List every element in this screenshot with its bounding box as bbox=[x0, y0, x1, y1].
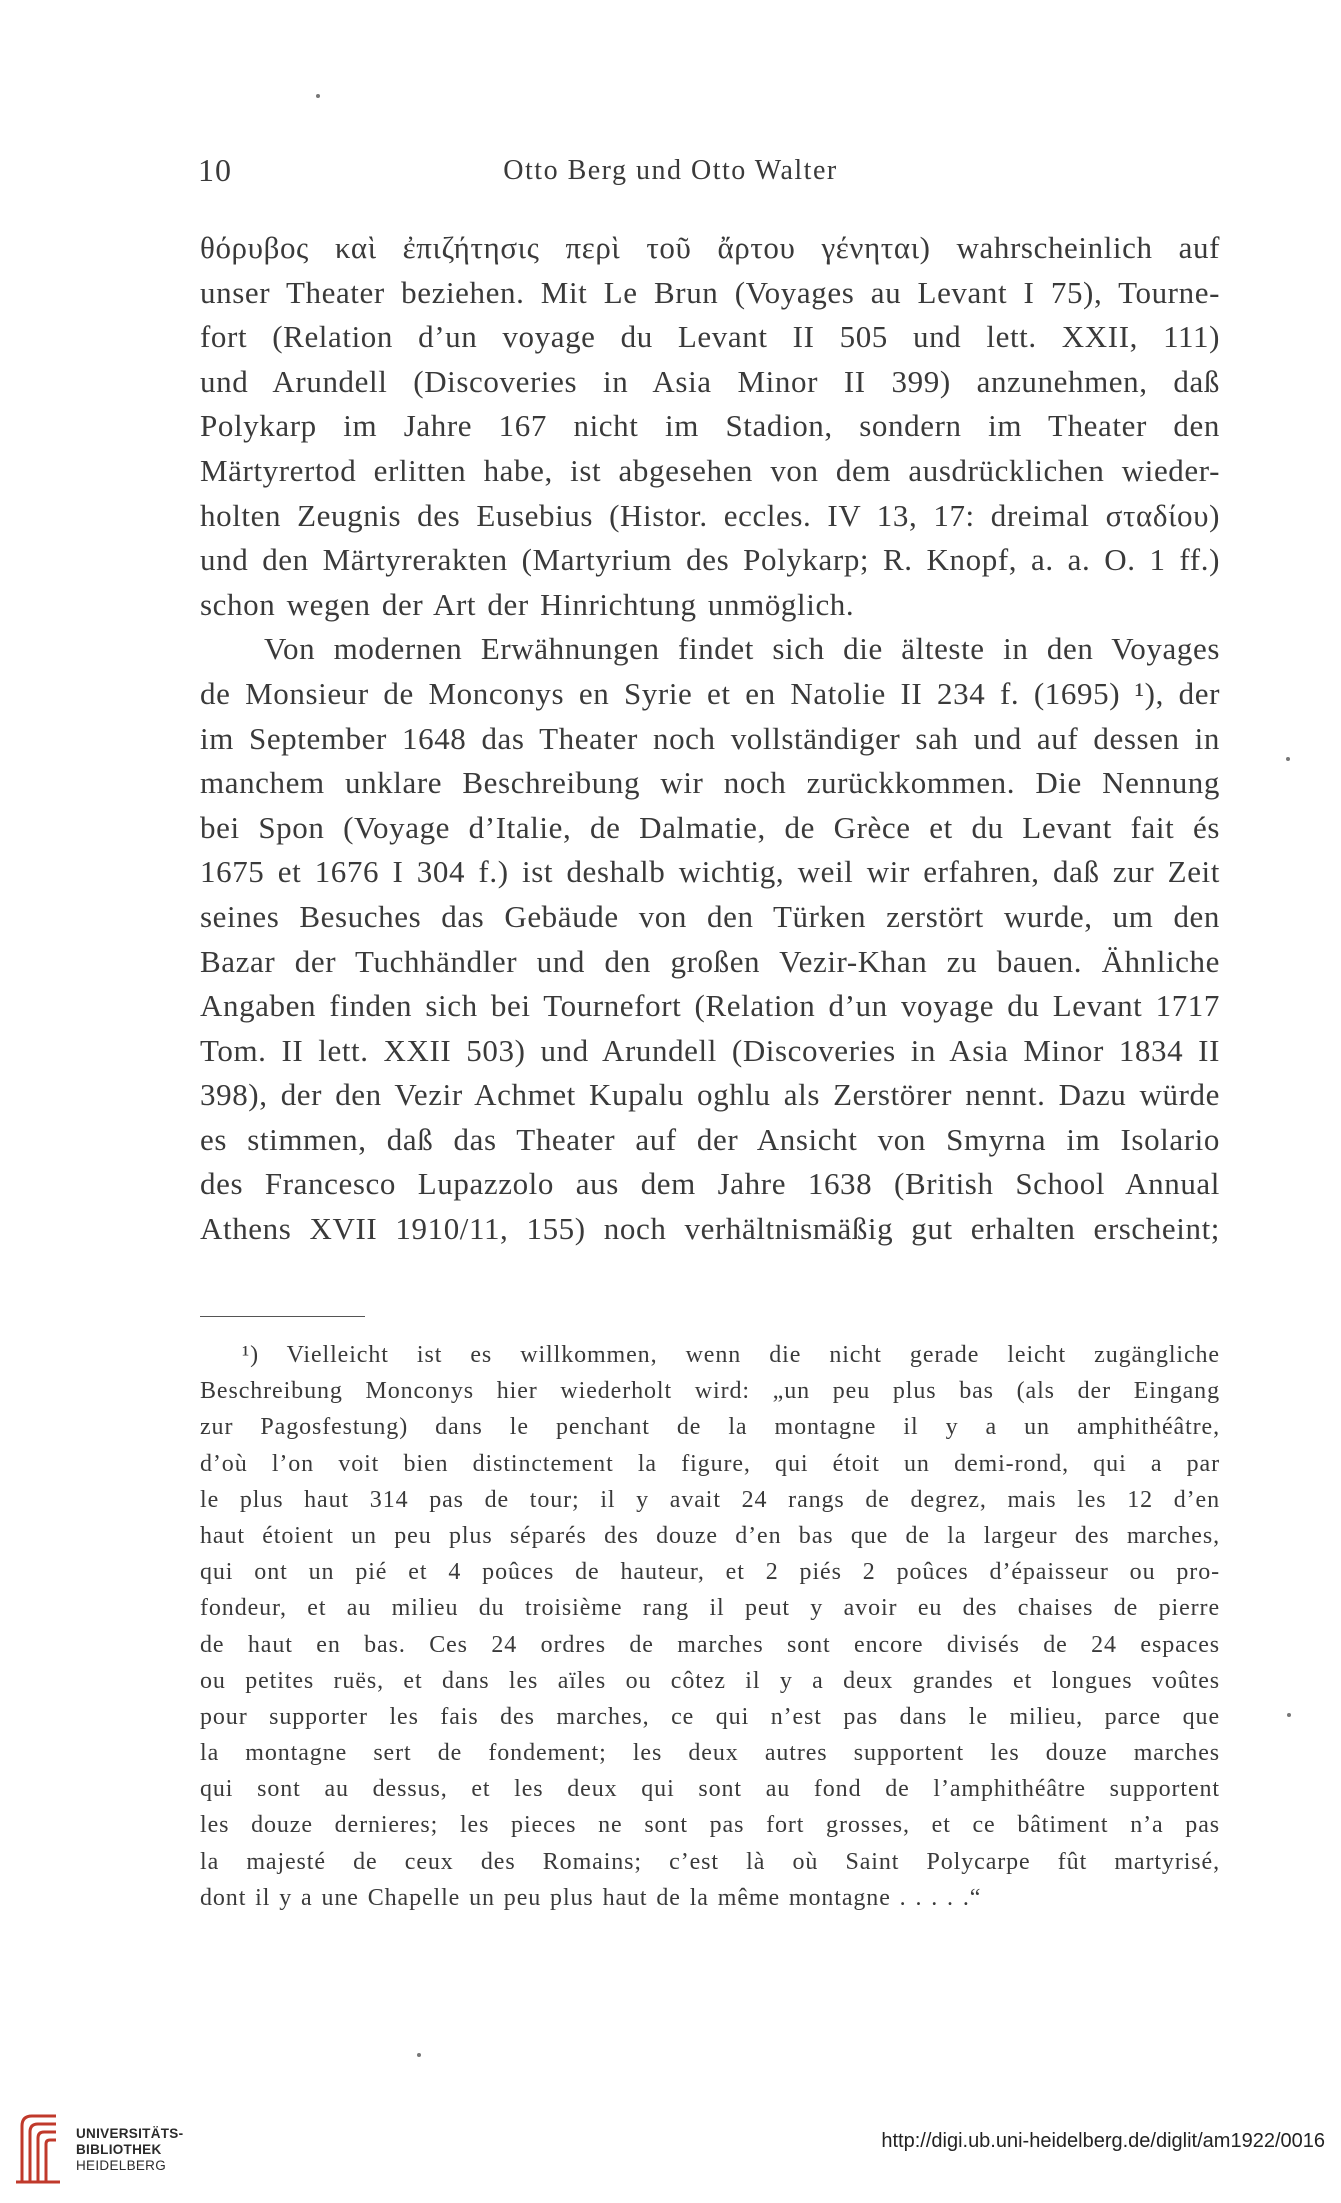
text-line: im September 1648 das Theater noch vollständiger sah und auf dessen in bbox=[200, 720, 1220, 756]
footnote-line: qui sont au dessus, et les deux qui sont au fond de l’amphithéâtre supportent bbox=[200, 1776, 1220, 1803]
text-line: θόρυβος καὶ ἐπιζήτησις περὶ τοῦ ἄρτου γένηται) wahrscheinlich auf bbox=[200, 230, 1220, 265]
footnote-line: haut étoient un peu plus séparés des douze d’en bas que de la largeur des marches, bbox=[200, 1522, 1220, 1549]
footnote-line: le plus haut 314 pas de tour; il y avait 24 rangs de degrez, mais les 12 d’en bbox=[200, 1486, 1220, 1513]
library-name-line: HEIDELBERG bbox=[76, 2158, 167, 2173]
footnote-line: la montagne sert de fondement; les deux autres supportent les douze marches bbox=[200, 1740, 1220, 1767]
scan-speck bbox=[417, 2053, 421, 2057]
footnote-line: la majesté de ceux des Romains; c’est là où Saint Polycarpe fût martyrisé, bbox=[200, 1848, 1220, 1875]
text-line: Märtyrertod erlitten habe, ist abgesehen von dem ausdrücklichen wieder- bbox=[200, 452, 1220, 488]
source-url-link[interactable]: http://digi.ub.uni-heidelberg.de/diglit/am1922/0016 bbox=[881, 2130, 1325, 2152]
scan-speck bbox=[316, 94, 320, 98]
footnote-line: fondeur, et au milieu du troisième rang il peut y avoir eu des chaises de pierre bbox=[200, 1595, 1220, 1622]
library-name-line: BIBLIOTHEK bbox=[76, 2142, 162, 2157]
scan-speck bbox=[1287, 1713, 1291, 1717]
library-name bbox=[76, 2126, 183, 2174]
text-line: schon wegen der Art der Hinrichtung unmöglich. bbox=[200, 586, 855, 622]
text-line: fort (Relation d’un voyage du Levant II 505 und lett. XXII, 111) bbox=[200, 319, 1220, 355]
running-head: Otto Berg und Otto Walter bbox=[503, 155, 838, 186]
footnote-line: pour supporter les fais des marches, ce qui n’est pas dans le milieu, parce que bbox=[200, 1703, 1220, 1730]
text-line: Von modernen Erwähnungen findet sich die älteste in den Voyages bbox=[264, 631, 1220, 667]
text-line: 398), der den Vezir Achmet Kupalu oghlu als Zerstörer nennt. Dazu würde bbox=[200, 1077, 1220, 1113]
text-line: Athens XVII 1910/11, 155) noch verhältnismäßig gut erhalten erscheint; bbox=[200, 1211, 1220, 1247]
footnote-line: ou petites ruës, et dans les aïles ou côtez il y a deux grandes et longues voûtes bbox=[200, 1667, 1220, 1694]
footnote-line: dont il y a une Chapelle un peu plus haut de la même montagne . . . . .“ bbox=[200, 1884, 982, 1911]
footnote-line: qui ont un pié et 4 poûces de hauteur, et 2 piés 2 poûces d’épaisseur ou pro- bbox=[200, 1559, 1220, 1586]
footnote bbox=[200, 1337, 1220, 1916]
text-line: 1675 et 1676 I 304 f.) ist deshalb wichtig, weil wir erfahren, daß zur Zeit bbox=[200, 854, 1220, 890]
library-footer bbox=[0, 2100, 1341, 2203]
text-line: Tom. II lett. XXII 503) und Arundell (Discoveries in Asia Minor 1834 II bbox=[200, 1032, 1220, 1068]
text-line: Angaben finden sich bei Tournefort (Relation d’un voyage du Levant 1717 bbox=[200, 988, 1220, 1024]
footnote-line: Beschreibung Monconys hier wiederholt wird: „un peu plus bas (als der Eingang bbox=[200, 1378, 1220, 1405]
text-line: de Monsieur de Monconys en Syrie et en Natolie II 234 f. (1695) ¹), der bbox=[200, 675, 1220, 711]
text-line: und Arundell (Discoveries in Asia Minor II 399) anzunehmen, daß bbox=[200, 363, 1220, 399]
text-line: Polykarp im Jahre 167 nicht im Stadion, sondern im Theater den bbox=[200, 408, 1220, 444]
footnote-line: zur Pagosfestung) dans le penchant de la montagne il y a un amphithéâtre, bbox=[200, 1414, 1220, 1441]
library-name-line: UNIVERSITÄTS- bbox=[76, 2126, 184, 2141]
text-line: und den Märtyrerakten (Martyrium des Polykarp; R. Knopf, a. a. O. 1 ff.) bbox=[200, 542, 1220, 578]
main-text bbox=[200, 226, 1220, 1252]
text-line: unser Theater beziehen. Mit Le Brun (Voyages au Levant I 75), Tourne- bbox=[200, 274, 1220, 310]
text-line: seines Besuches das Gebäude von den Türken zerstört wurde, um den bbox=[200, 898, 1220, 934]
text-line: Bazar der Tuchhändler und den großen Vezir-Khan zu bauen. Ähnliche bbox=[200, 943, 1220, 979]
text-line: es stimmen, daß das Theater auf der Ansicht von Smyrna im Isolario bbox=[200, 1121, 1220, 1157]
footnote-line: les douze dernieres; les pieces ne sont pas fort grosses, et ce bâtiment n’a pas bbox=[200, 1812, 1220, 1839]
text-line: holten Zeugnis des Eusebius (Histor. eccles. IV 13, 17: dreimal σταδίου) bbox=[200, 497, 1220, 533]
page-number: 10 bbox=[198, 152, 232, 188]
text-line: des Francesco Lupazzolo aus dem Jahre 1638 (British School Annual bbox=[200, 1166, 1220, 1202]
footnote-line: de haut en bas. Ces 24 ordres de marches sont encore divisés de 24 espaces bbox=[200, 1631, 1220, 1658]
text-line: manchem unklare Beschreibung wir noch zurückkommen. Die Nennung bbox=[200, 765, 1220, 801]
university-library-logo-icon bbox=[14, 2112, 64, 2186]
scan-speck bbox=[1286, 757, 1290, 761]
text-line: bei Spon (Voyage d’Italie, de Dalmatie, de Grèce et du Levant fait és bbox=[200, 809, 1220, 845]
footnote-line: ¹) Vielleicht ist es willkommen, wenn die nicht gerade leicht zugängliche bbox=[242, 1342, 1220, 1368]
footnote-divider bbox=[200, 1316, 365, 1317]
footnote-line: d’où l’on voit bien distinctement la figure, qui étoit un demi-rond, qui a par bbox=[200, 1450, 1220, 1477]
